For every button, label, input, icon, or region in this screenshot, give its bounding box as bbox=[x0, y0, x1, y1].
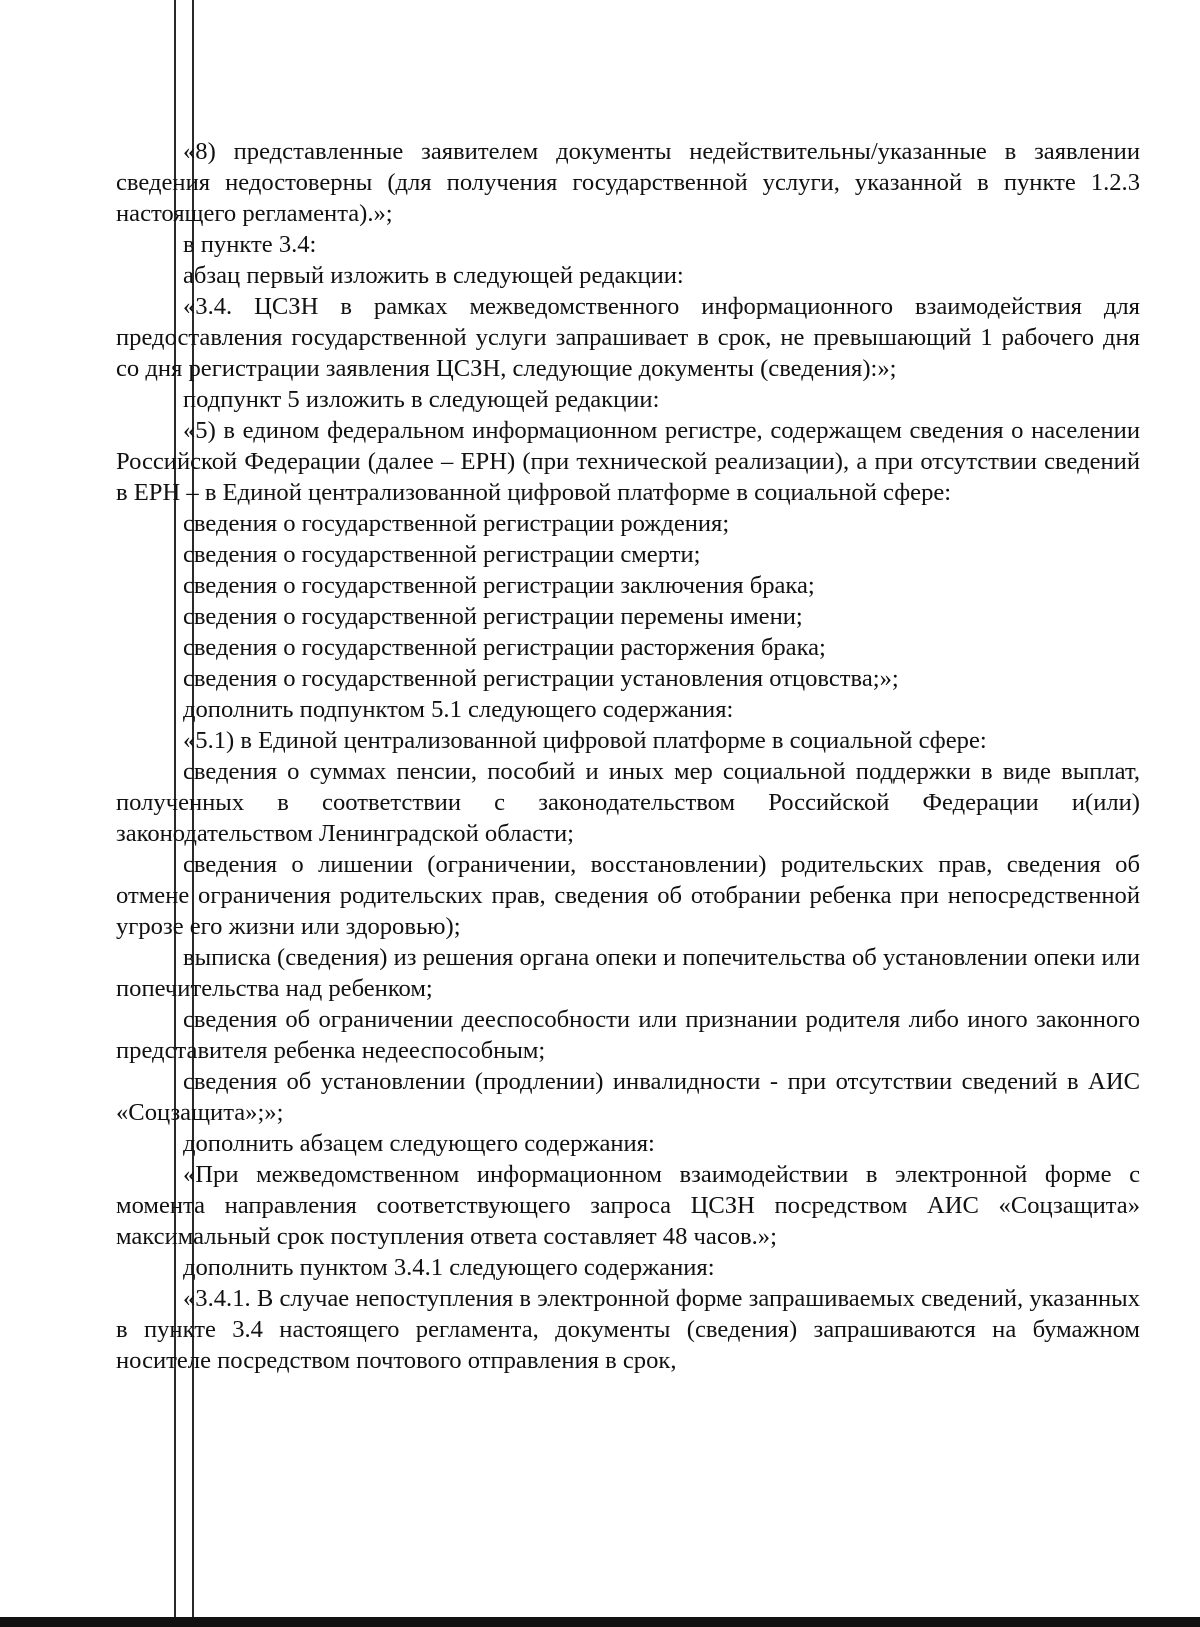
paragraph: «5) в едином федеральном информационном регистре, содержащем сведения о населении Российской Федерации (далее – ЕРН) (при технической реализации), а при отсутствии сведений в ЕРН – в Единой централизованной цифровой платформе в социальной сфере: bbox=[116, 417, 1140, 506]
paragraph: сведения об установлении (продлении) инвалидности - при отсутствии сведений в АИС «Соцзащита»;»; bbox=[116, 1068, 1140, 1126]
document-body bbox=[116, 136, 1140, 1376]
paragraph: сведения о государственной регистрации установления отцовства;»; bbox=[183, 665, 899, 692]
paragraph: «3.4. ЦСЗН в рамках межведомственного информационного взаимодействия для предоставления государственной услуги запрашивает в срок, не превышающий 1 рабочего дня со дня регистрации заявления ЦСЗН, следующие документы (сведения):»; bbox=[116, 293, 1140, 382]
paragraph: дополнить подпунктом 5.1 следующего содержания: bbox=[183, 696, 734, 723]
paragraph: в пункте 3.4: bbox=[183, 231, 317, 258]
paragraph: «3.4.1. В случае непоступления в электронной форме запрашиваемых сведений, указанных в пункте 3.4 настоящего регламента, документы (сведения) запрашиваются на бумажном носителе посредством почтового отправления в срок, bbox=[116, 1285, 1140, 1374]
paragraph: сведения о государственной регистрации заключения брака; bbox=[183, 572, 815, 599]
scan-bottom-edge bbox=[0, 1617, 1200, 1627]
paragraph: подпункт 5 изложить в следующей редакции: bbox=[183, 386, 660, 413]
paragraph: сведения об ограничении дееспособности или признании родителя либо иного законного представителя ребенка недееспособным; bbox=[116, 1006, 1140, 1064]
paragraph: сведения о государственной регистрации перемены имени; bbox=[183, 603, 803, 630]
paragraph: сведения о лишении (ограничении, восстановлении) родительских прав, сведения об отмене ограничения родительских прав, сведения об отобрании ребенка при непосредственной угрозе его жизни или здоровью); bbox=[116, 851, 1140, 940]
paragraph: выписка (сведения) из решения органа опеки и попечительства об установлении опеки или попечительства над ребенком; bbox=[116, 944, 1140, 1002]
paragraph: абзац первый изложить в следующей редакции: bbox=[183, 262, 684, 289]
paragraph: «5.1) в Единой централизованной цифровой платформе в социальной сфере: bbox=[183, 727, 987, 754]
paragraph: сведения о суммах пенсии, пособий и иных мер социальной поддержки в виде выплат, полученных в соответствии с законодательством Российской Федерации и(или) законодательством Ленинградской области; bbox=[116, 758, 1140, 847]
paragraph: сведения о государственной регистрации расторжения брака; bbox=[183, 634, 826, 661]
paragraph: «8) представленные заявителем документы недействительны/указанные в заявлении сведения недостоверны (для получения государственной услуги, указанной в пункте 1.2.3 настоящего регламента).»; bbox=[116, 138, 1140, 227]
paragraph: сведения о государственной регистрации рождения; bbox=[183, 510, 730, 537]
paragraph: дополнить абзацем следующего содержания: bbox=[183, 1130, 655, 1157]
paragraph: «При межведомственном информационном взаимодействии в электронной форме с момента направления соответствующего запроса ЦСЗН посредством АИС «Соцзащита» максимальный срок поступления ответа составляет 48 часов.»; bbox=[116, 1161, 1140, 1250]
paragraph: дополнить пунктом 3.4.1 следующего содержания: bbox=[183, 1254, 715, 1281]
paragraph: сведения о государственной регистрации смерти; bbox=[183, 541, 701, 568]
